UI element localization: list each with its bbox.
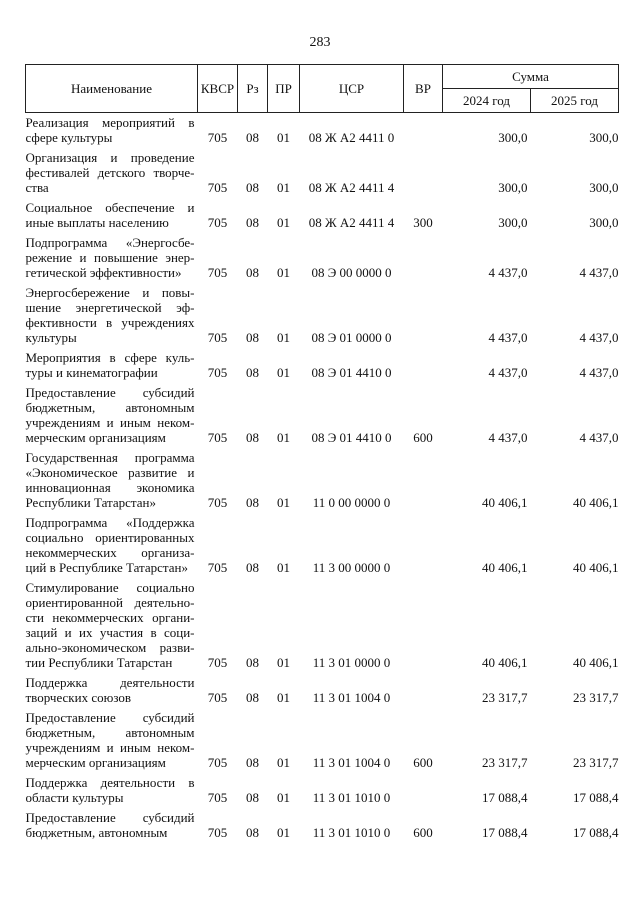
- row-pr: 01: [277, 180, 290, 195]
- row-kvsr: 705: [207, 690, 228, 705]
- table-row: [26, 710, 619, 775]
- row-name: [26, 775, 198, 810]
- row-name: [26, 150, 198, 200]
- row-name-line: тии Республики Татарстан: [25, 655, 173, 670]
- row-name: [26, 675, 198, 710]
- row-name-line: бюджетным, автономным: [25, 400, 195, 415]
- table-row: [26, 515, 619, 580]
- row-sum-2024: 4 437,0: [488, 330, 528, 345]
- row-csr: 08 Э 01 4410 0: [311, 430, 392, 445]
- row-csr: 11 3 00 0000 0: [312, 560, 391, 575]
- table-row: [26, 810, 619, 845]
- row-csr: 08 Э 00 0000 0: [311, 265, 392, 280]
- row-name-line: сти некоммерческих органи-: [25, 610, 195, 625]
- row-vr: 600: [413, 755, 433, 770]
- row-csr: 11 3 01 0000 0: [312, 655, 391, 670]
- table-row: [26, 385, 619, 450]
- row-vr: [404, 450, 443, 515]
- row-vr: 600: [413, 430, 433, 445]
- table-row: [26, 675, 619, 710]
- table-row: [26, 285, 619, 350]
- row-name-line: Стимулирование социально: [25, 580, 195, 595]
- row-name-line: Реализация мероприятий в: [25, 115, 195, 130]
- table-body: [26, 113, 619, 846]
- row-kvsr: 705: [207, 215, 228, 230]
- row-name-line: гетической эффективности»: [25, 265, 182, 280]
- row-sum-2025: 40 406,1: [573, 655, 619, 670]
- row-sum-2024: 300,0: [498, 215, 528, 230]
- header-kvsr: КВСР: [198, 65, 238, 113]
- row-sum-2024: 23 317,7: [482, 755, 528, 770]
- row-name-line: учреждениям и иным неком-: [25, 740, 195, 755]
- row-pr: 01: [277, 755, 290, 770]
- row-name-line: Поддержка деятельности: [25, 675, 195, 690]
- row-name-line: иные выплаты населению: [25, 215, 169, 230]
- row-rz: 08: [246, 655, 259, 670]
- row-csr: 08 Э 01 0000 0: [311, 330, 392, 345]
- row-rz: 08: [246, 430, 259, 445]
- row-sum-2024: 300,0: [498, 180, 528, 195]
- header-vr: ВР: [404, 65, 443, 113]
- row-name-line: Подпрограмма «Энергосбе-: [25, 235, 195, 250]
- row-name-line: бюджетным, автономным: [25, 825, 168, 840]
- row-rz: 08: [246, 790, 259, 805]
- row-pr: 01: [277, 265, 290, 280]
- row-sum-2025: 300,0: [589, 130, 619, 145]
- row-sum-2025: 4 437,0: [579, 265, 619, 280]
- row-name-line: шение энергетической эф-: [25, 300, 195, 315]
- row-vr: 600: [413, 825, 433, 840]
- row-pr: 01: [277, 655, 290, 670]
- row-kvsr: 705: [207, 330, 228, 345]
- row-name-line: ориентированной деятельно-: [25, 595, 195, 610]
- row-pr: 01: [277, 560, 290, 575]
- row-kvsr: 705: [207, 790, 228, 805]
- row-sum-2025: 4 437,0: [579, 365, 619, 380]
- row-pr: 01: [277, 790, 290, 805]
- row-sum-2024: 40 406,1: [482, 655, 528, 670]
- row-kvsr: 705: [207, 265, 228, 280]
- table-row: [26, 150, 619, 200]
- row-pr: 01: [277, 495, 290, 510]
- row-name-line: Социальное обеспечение и: [25, 200, 195, 215]
- row-rz: 08: [246, 130, 259, 145]
- row-name-line: бюджетным, автономным: [25, 725, 195, 740]
- row-name-line: культуры: [25, 330, 77, 345]
- row-name-line: социально ориентированных: [25, 530, 195, 545]
- row-kvsr: 705: [207, 560, 228, 575]
- row-sum-2024: 17 088,4: [482, 825, 528, 840]
- row-rz: 08: [246, 755, 259, 770]
- row-sum-2025: 17 088,4: [573, 825, 619, 840]
- row-name: [26, 285, 198, 350]
- row-name-line: Предоставление субсидий: [25, 385, 195, 400]
- row-name-line: Республики Татарстан»: [25, 495, 156, 510]
- row-name-line: туры и кинематографии: [25, 365, 158, 380]
- row-vr: [404, 515, 443, 580]
- row-name-line: сфере культуры: [25, 130, 113, 145]
- row-kvsr: 705: [207, 755, 228, 770]
- row-sum-2025: 300,0: [589, 180, 619, 195]
- row-sum-2025: 23 317,7: [573, 755, 619, 770]
- header-name: Наименование: [26, 65, 198, 113]
- row-name-line: Организация и проведение: [25, 150, 195, 165]
- row-name-line: инновационная экономика: [25, 480, 195, 495]
- row-name-line: мерческим организациям: [25, 755, 166, 770]
- row-name: [26, 350, 198, 385]
- row-rz: 08: [246, 215, 259, 230]
- row-pr: 01: [277, 215, 290, 230]
- row-vr: [404, 580, 443, 675]
- budget-table: [25, 64, 619, 845]
- header-pr: ПР: [268, 65, 300, 113]
- page-number: 283: [309, 35, 331, 50]
- header-rz: Рз: [238, 65, 268, 113]
- row-name-line: ций в Республике Татарстан»: [25, 560, 188, 575]
- header-csr: ЦСР: [300, 65, 404, 113]
- row-csr: 08 Ж А2 4411 0: [308, 130, 395, 145]
- row-sum-2024: 17 088,4: [482, 790, 528, 805]
- row-csr: 11 3 01 1004 0: [312, 690, 391, 705]
- row-pr: 01: [277, 130, 290, 145]
- row-name-line: мерческим организациям: [25, 430, 166, 445]
- row-kvsr: 705: [207, 825, 228, 840]
- row-sum-2024: 300,0: [498, 130, 528, 145]
- row-pr: 01: [277, 330, 290, 345]
- row-vr: [404, 285, 443, 350]
- table-row: [26, 235, 619, 285]
- row-name-line: Государственная программа: [25, 450, 195, 465]
- row-name-line: «Экономическое развитие и: [25, 465, 195, 480]
- row-csr: 11 3 01 1004 0: [312, 755, 391, 770]
- row-sum-2025: 17 088,4: [573, 790, 619, 805]
- table-row: [26, 350, 619, 385]
- row-sum-2024: 4 437,0: [488, 265, 528, 280]
- row-name-line: творческих союзов: [25, 690, 132, 705]
- row-name-line: учреждениям и иным неком-: [25, 415, 195, 430]
- table-row: [26, 450, 619, 515]
- row-rz: 08: [246, 365, 259, 380]
- row-csr: 11 0 00 0000 0: [312, 495, 391, 510]
- row-name: [26, 235, 198, 285]
- row-name-line: некоммерческих организа-: [25, 545, 195, 560]
- row-kvsr: 705: [207, 495, 228, 510]
- row-vr: 300: [413, 215, 433, 230]
- row-sum-2025: 4 437,0: [579, 430, 619, 445]
- row-name-line: Мероприятия в сфере куль-: [25, 350, 195, 365]
- row-sum-2025: 4 437,0: [579, 330, 619, 345]
- row-vr: [404, 113, 443, 151]
- row-csr: 08 Ж А2 4411 4: [308, 215, 395, 230]
- row-kvsr: 705: [207, 130, 228, 145]
- row-name-line: фективности в учреждениях: [25, 315, 195, 330]
- row-name: [26, 450, 198, 515]
- header-year-2024: 2024 год: [443, 89, 531, 113]
- row-pr: 01: [277, 365, 290, 380]
- row-name-line: Поддержка деятельности в: [25, 775, 195, 790]
- row-pr: 01: [277, 430, 290, 445]
- table-row: [26, 580, 619, 675]
- row-sum-2024: 40 406,1: [482, 560, 528, 575]
- row-pr: 01: [277, 690, 290, 705]
- row-rz: 08: [246, 690, 259, 705]
- row-name-line: ально-экономическом разви-: [25, 640, 195, 655]
- row-name-line: фестивалей детского творче-: [25, 165, 195, 180]
- row-vr: [404, 350, 443, 385]
- row-name-line: ства: [25, 180, 49, 195]
- row-name-line: Предоставление субсидий: [25, 810, 195, 825]
- row-name: [26, 710, 198, 775]
- row-sum-2025: 23 317,7: [573, 690, 619, 705]
- row-sum-2025: 40 406,1: [573, 560, 619, 575]
- row-name-line: Подпрограмма «Поддержка: [25, 515, 195, 530]
- row-name-line: Энергосбережение и повы-: [25, 285, 195, 300]
- row-csr: 11 3 01 1010 0: [312, 825, 391, 840]
- row-vr: [404, 775, 443, 810]
- row-csr: 08 Ж А2 4411 4: [308, 180, 395, 195]
- row-name: [26, 385, 198, 450]
- table-header: [26, 65, 619, 113]
- row-sum-2024: 40 406,1: [482, 495, 528, 510]
- row-sum-2024: 4 437,0: [488, 430, 528, 445]
- row-sum-2025: 40 406,1: [573, 495, 619, 510]
- row-name-line: режение и повышение энер-: [25, 250, 195, 265]
- row-rz: 08: [246, 330, 259, 345]
- row-name: [26, 580, 198, 675]
- table-row: [26, 200, 619, 235]
- header-sum: Сумма: [443, 65, 619, 89]
- row-kvsr: 705: [207, 365, 228, 380]
- row-name-line: области культуры: [25, 790, 124, 805]
- row-rz: 08: [246, 560, 259, 575]
- row-name: [26, 810, 198, 845]
- row-name: [26, 515, 198, 580]
- row-csr: 08 Э 01 4410 0: [311, 365, 392, 380]
- row-kvsr: 705: [207, 430, 228, 445]
- row-sum-2025: 300,0: [589, 215, 619, 230]
- row-kvsr: 705: [207, 180, 228, 195]
- row-name-line: Предоставление субсидий: [25, 710, 195, 725]
- row-pr: 01: [277, 825, 290, 840]
- table-row: [26, 113, 619, 151]
- row-rz: 08: [246, 495, 259, 510]
- row-name: [26, 113, 198, 151]
- row-sum-2024: 4 437,0: [488, 365, 528, 380]
- row-vr: [404, 235, 443, 285]
- table-row: [26, 775, 619, 810]
- row-csr: 11 3 01 1010 0: [312, 790, 391, 805]
- row-sum-2024: 23 317,7: [482, 690, 528, 705]
- row-vr: [404, 150, 443, 200]
- row-rz: 08: [246, 180, 259, 195]
- row-rz: 08: [246, 825, 259, 840]
- row-name-line: заций и их участия в соци-: [25, 625, 195, 640]
- row-vr: [404, 675, 443, 710]
- row-kvsr: 705: [207, 655, 228, 670]
- row-rz: 08: [246, 265, 259, 280]
- row-name: [26, 200, 198, 235]
- header-year-2025: 2025 год: [531, 89, 619, 113]
